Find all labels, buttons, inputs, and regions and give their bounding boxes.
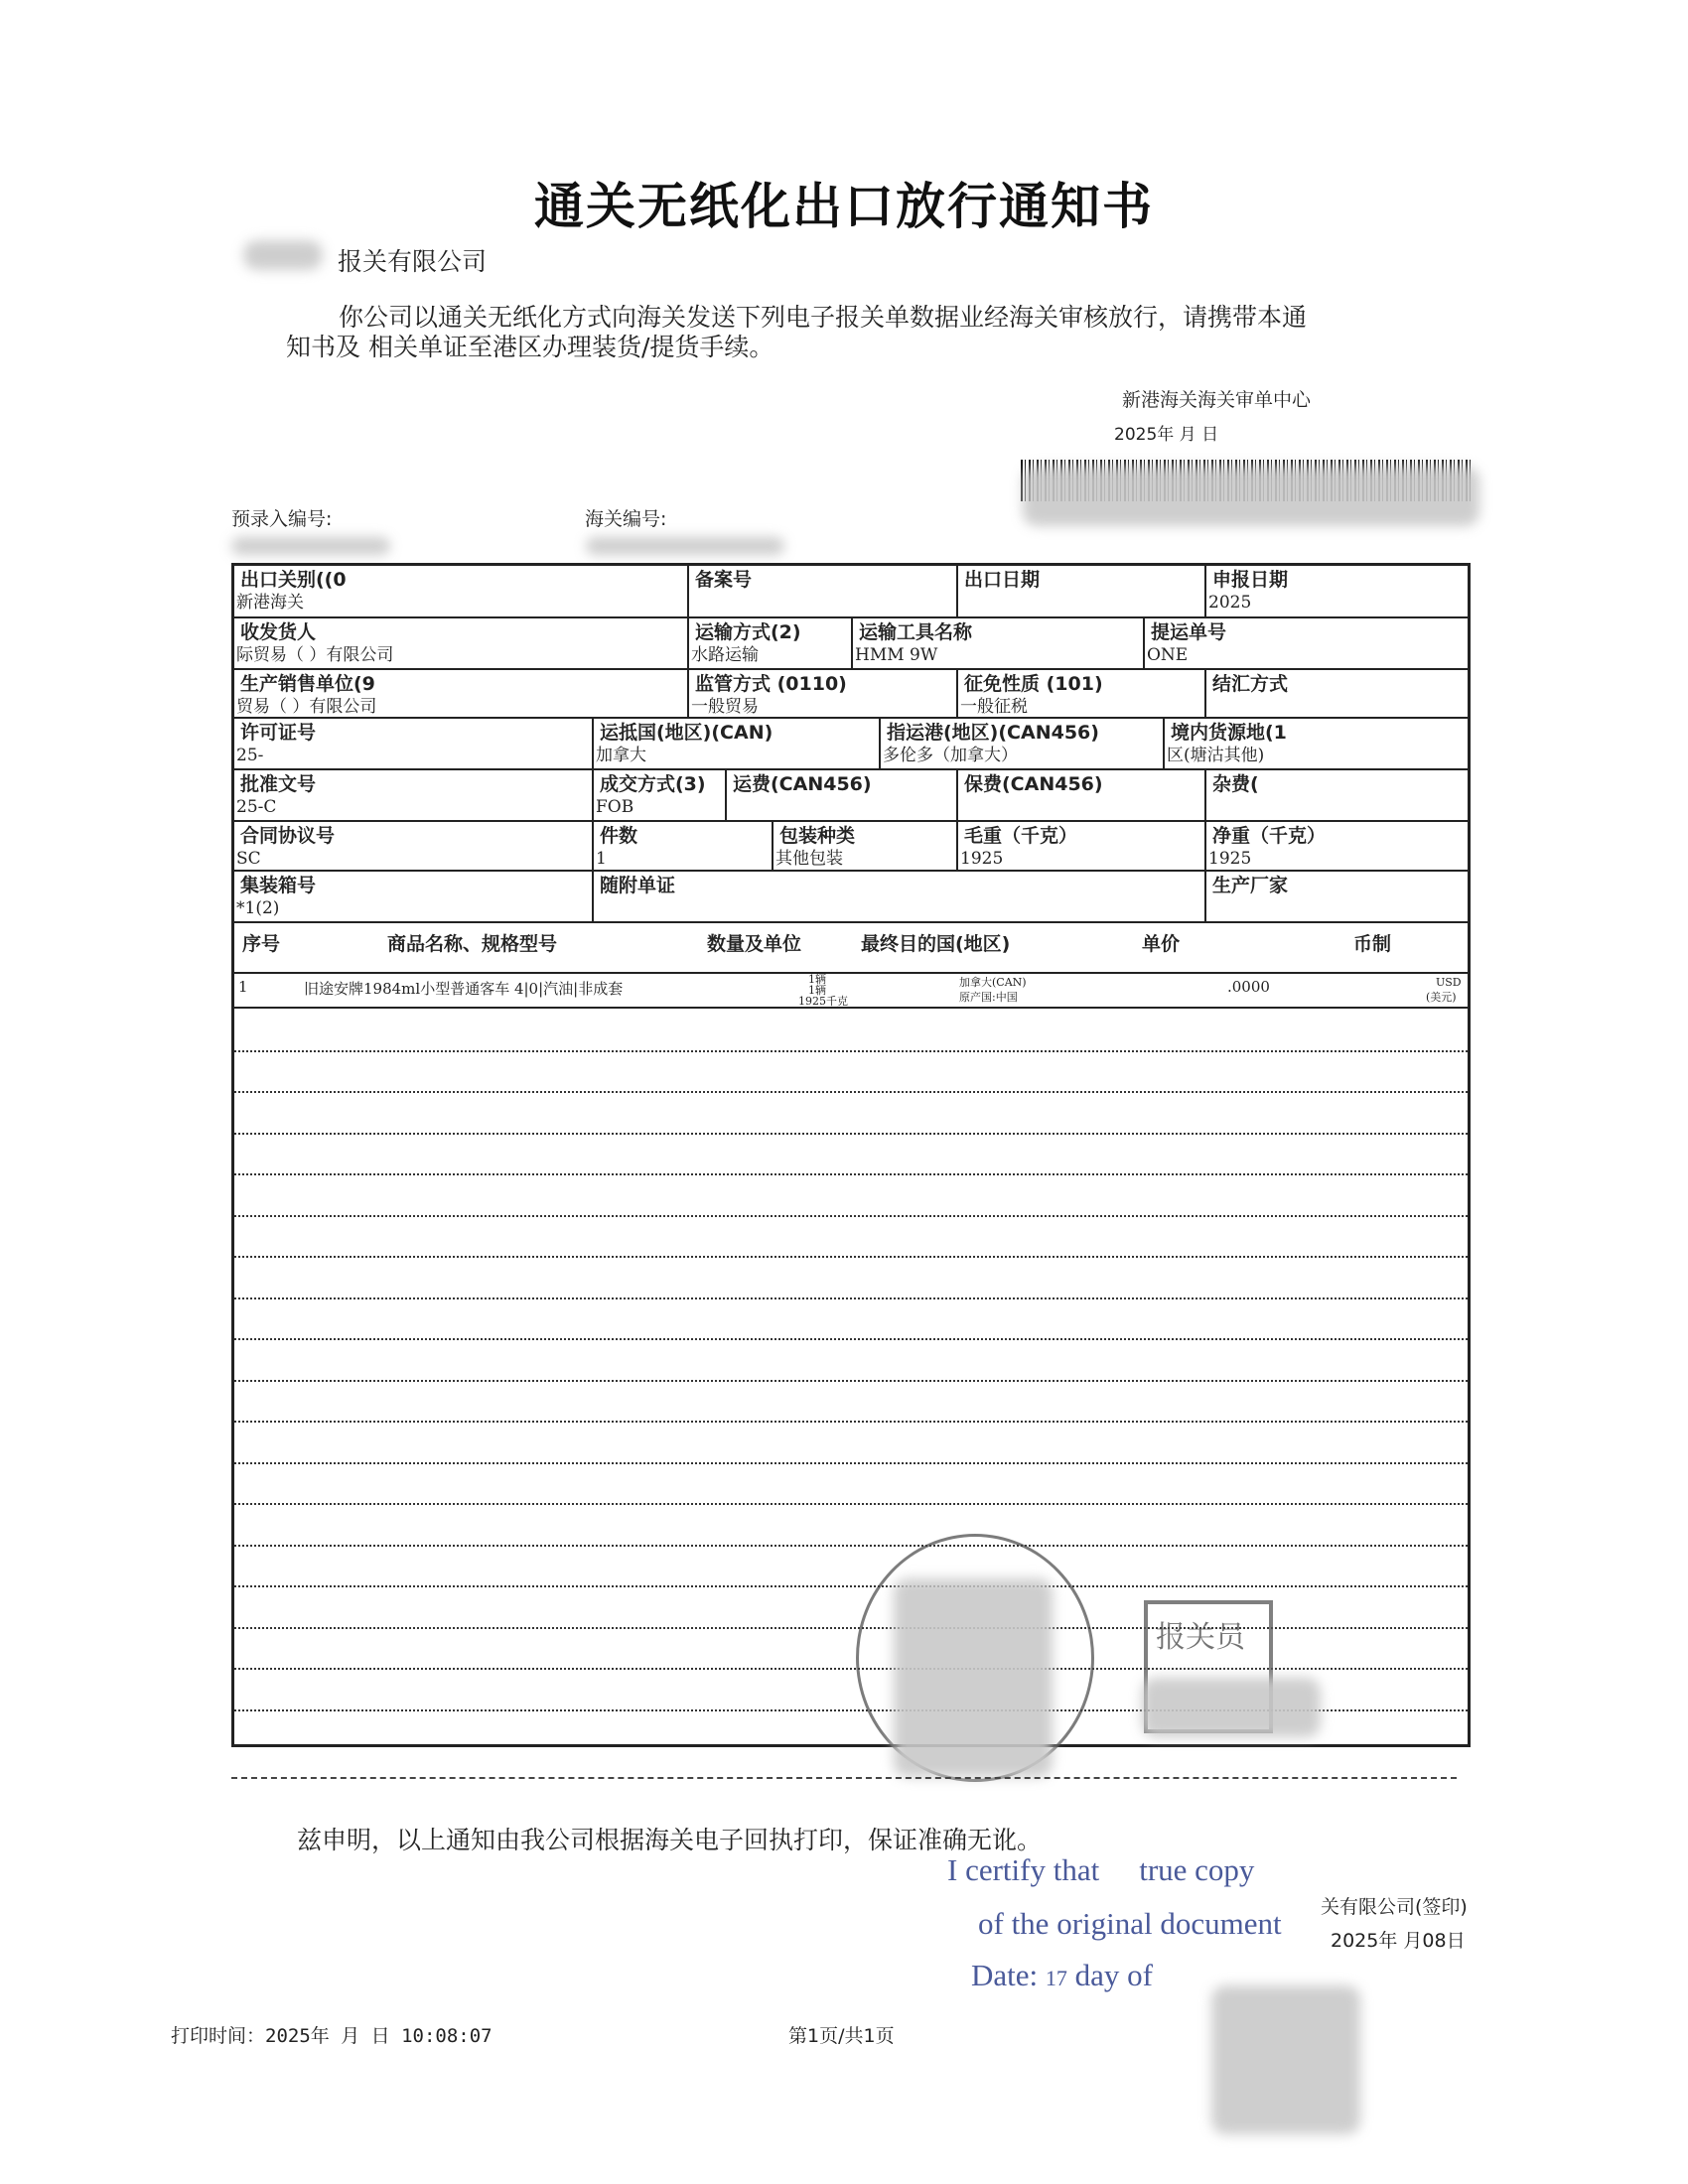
table-cell: [958, 566, 1206, 616]
table-cell: [234, 770, 594, 820]
item-field: .0000: [1227, 978, 1270, 996]
field-value: 一般贸易: [691, 697, 759, 717]
field-label: 提运单号: [1151, 621, 1227, 643]
table-cell: [958, 670, 1206, 717]
declarant-stamp: 报关员: [1144, 1600, 1273, 1733]
field-label: 成交方式(3): [600, 773, 706, 795]
item-field: 1: [238, 978, 248, 996]
table-row: [234, 670, 1468, 719]
ruled-line: [234, 1585, 1468, 1587]
field-label: 净重（千克）: [1212, 825, 1327, 847]
ruled-line: [234, 1215, 1468, 1217]
field-value: 1925: [1208, 849, 1252, 869]
field-label: 生产厂家: [1212, 875, 1289, 896]
field-label: 指运港(地区)(CAN456): [887, 722, 1099, 744]
field-label: 集装箱号: [240, 875, 317, 896]
body-line-2: 知书及 相关单证至港区办理装货/提货手续。: [286, 333, 774, 361]
document-title: 通关无纸化出口放行通知书: [534, 178, 1154, 235]
customs-no-label: 海关编号:: [585, 508, 667, 530]
table-cell: [1206, 770, 1468, 820]
pre-entry-label: 预录入编号:: [231, 508, 333, 530]
item-field: 1辆: [808, 984, 826, 997]
field-label: 运输方式(2): [695, 621, 801, 643]
table-cell: [1145, 618, 1468, 668]
table-row: [234, 872, 1468, 923]
table-cell: [689, 670, 958, 717]
column-header: 商品名称、规格型号: [387, 933, 558, 955]
column-header: 单价: [1142, 933, 1181, 955]
field-value: HMM 9W: [855, 645, 938, 665]
declaration-table: [231, 563, 1471, 1747]
certify-line-1: I certify that true copy: [947, 1852, 1255, 1887]
page-info: 第1页/共1页: [788, 2025, 895, 2047]
item-field: 1辆: [808, 973, 826, 986]
ruled-line: [234, 1462, 1468, 1464]
field-label: 毛重（千克）: [964, 825, 1078, 847]
field-value: 际贸易（ ）有限公司: [236, 645, 394, 665]
field-label: 运抵国(地区)(CAN): [600, 722, 774, 744]
field-label: 结汇方式: [1212, 673, 1289, 695]
table-cell: [594, 770, 727, 820]
addressee: 报关有限公司: [338, 247, 488, 276]
table-cell: [594, 822, 774, 870]
table-cell: [958, 770, 1206, 820]
table-row: [234, 719, 1468, 770]
field-value: 水路运输: [691, 645, 759, 665]
field-label: 生产销售单位(9: [240, 673, 375, 695]
table-cell: [234, 719, 594, 768]
field-label: 境内货源地(1: [1171, 722, 1287, 744]
goods-item-row: [234, 974, 1468, 1009]
table-cell: [1165, 719, 1468, 768]
field-label: 保费(CAN456): [964, 773, 1103, 795]
field-label: 合同协议号: [240, 825, 336, 847]
goods-header-row: [234, 923, 1468, 974]
field-label: 杂费(: [1212, 773, 1259, 795]
table-cell: [234, 618, 689, 668]
table-cell: [727, 770, 958, 820]
table-cell: [234, 822, 594, 870]
ruled-line: [234, 1503, 1468, 1505]
table-cell: [234, 872, 594, 921]
body-line-1: 你公司以通关无纸化方式向海关发送下列电子报关单数据业经海关审核放行，请携带本通: [339, 303, 1308, 332]
ruled-line: [234, 1297, 1468, 1299]
certify-line-3: Date: 17 day of: [971, 1958, 1153, 1992]
field-value: 25-C: [236, 797, 277, 817]
table-cell: [234, 566, 689, 616]
field-label: 申报日期: [1212, 569, 1289, 591]
table-cell: [594, 872, 1206, 921]
table-cell: [774, 822, 958, 870]
signer: 关有限公司(签印): [1321, 1896, 1468, 1918]
field-label: 征免性质 (101): [964, 673, 1103, 695]
table-cell: [1206, 872, 1468, 921]
field-value: 1: [596, 849, 607, 869]
item-field: 加拿大(CAN): [959, 976, 1027, 989]
table-row: [234, 566, 1468, 618]
field-label: 批准文号: [240, 773, 317, 795]
ruled-line: [234, 1256, 1468, 1258]
divider: [231, 1777, 1457, 1779]
table-cell: [1206, 670, 1468, 717]
table-row: [234, 822, 1468, 872]
ruled-line: [234, 1380, 1468, 1382]
statement: 兹申明，以上通知由我公司根据海关电子回执打印，保证准确无讹。: [297, 1826, 1043, 1854]
table-cell: [594, 719, 881, 768]
ruled-line: [234, 1338, 1468, 1340]
column-header: 数量及单位: [707, 933, 802, 955]
ruled-line: [234, 1091, 1468, 1093]
table-row: [234, 618, 1468, 670]
ruled-line: [234, 1421, 1468, 1423]
field-value: 贸易（ ）有限公司: [236, 697, 377, 717]
sign-date: 2025年 月08日: [1331, 1930, 1466, 1952]
field-value: FOB: [596, 797, 634, 817]
field-label: 备案号: [695, 569, 753, 591]
print-time: 打印时间：2025年 月 日 10:08:07: [171, 2025, 492, 2047]
table-cell: [881, 719, 1165, 768]
table-cell: [1206, 566, 1468, 616]
item-field: USD: [1436, 976, 1462, 989]
field-value: 其他包装: [775, 849, 843, 869]
ruled-line: [234, 1668, 1468, 1670]
field-label: 运费(CAN456): [733, 773, 872, 795]
ruled-line: [234, 1050, 1468, 1052]
item-field: 原产国:中国: [959, 991, 1018, 1004]
field-value: 新港海关: [236, 593, 304, 613]
field-label: 许可证号: [240, 722, 317, 744]
column-header: 序号: [242, 933, 281, 955]
table-cell: [958, 822, 1206, 870]
field-value: *1(2): [236, 898, 280, 918]
item-field: (美元): [1426, 991, 1457, 1004]
issuer: 新港海关海关审单中心: [1122, 389, 1312, 411]
field-label: 运输工具名称: [859, 621, 973, 643]
table-cell: [1206, 822, 1468, 870]
column-header: 币制: [1353, 933, 1392, 955]
field-label: 出口日期: [964, 569, 1041, 591]
field-value: SC: [236, 849, 261, 869]
item-field: 1925千克: [798, 995, 848, 1008]
field-label: 件数: [600, 825, 638, 847]
field-value: 加拿大: [596, 746, 646, 765]
item-field: 旧途安牌1984ml小型普通客车 4|0|汽油|非成套: [304, 980, 624, 998]
field-value: 一般征税: [960, 697, 1028, 717]
issue-date: 2025年 月 日: [1114, 425, 1219, 445]
ruled-line: [234, 1173, 1468, 1175]
field-label: 包装种类: [779, 825, 856, 847]
field-value: 多伦多（加拿大）: [883, 746, 1018, 765]
ruled-line: [234, 1545, 1468, 1547]
table-row: [234, 770, 1468, 822]
certify-line-2: of the original document: [978, 1906, 1282, 1941]
field-label: 收发货人: [240, 621, 317, 643]
field-value: 25-: [236, 746, 264, 765]
ruled-line: [234, 1133, 1468, 1135]
table-cell: [689, 566, 958, 616]
column-header: 最终目的国(地区): [861, 933, 1011, 955]
field-value: 区(塘沽其他): [1167, 746, 1265, 765]
ruled-line: [234, 1627, 1468, 1629]
field-label: 监管方式 (0110): [695, 673, 847, 695]
table-cell: [853, 618, 1145, 668]
field-value: ONE: [1147, 645, 1189, 665]
field-value: 1925: [960, 849, 1004, 869]
field-value: 2025: [1208, 593, 1252, 613]
field-label: 随附单证: [600, 875, 676, 896]
table-cell: [689, 618, 853, 668]
table-cell: [234, 670, 689, 717]
field-label: 出口关别((0: [240, 569, 347, 591]
